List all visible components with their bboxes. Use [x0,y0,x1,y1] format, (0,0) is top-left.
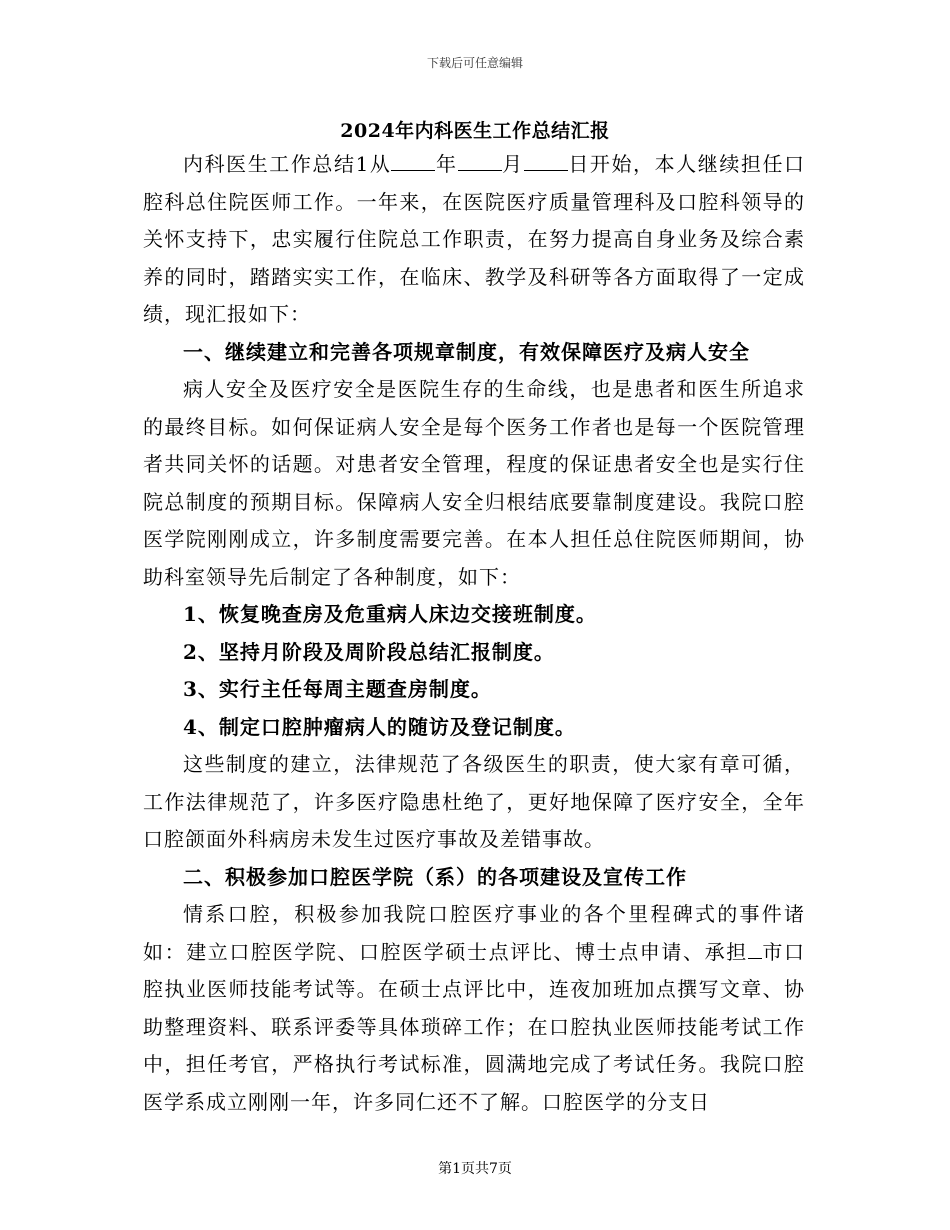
section2-text-2: 市口腔执业医师技能考试等。在硕士点评比中，连夜加班加点撰写文章、协助整理资料、联系评委等具体琐碎工作；在口腔执业医师技能考试工作中，担任考官，严格执行考试标准，圆满地完成了考试任务。我院口腔医学系成立刚刚一年，许多同仁还不了解。口腔医学的分支日 [143,939,806,1114]
intro-text-4: 日开始，本人继续担任口腔科总住院医师工作。一年来，在医院医疗质量管理科及口腔科领导的关怀支持下，忠实履行住院总工作职责，在努力提高自身业务及综合素养的同时，踏踏实实工作，在临床、教学及科研等各方面取得了一定成绩，现汇报如下： [143,152,806,326]
section1-paragraph-1: 病人安全及医疗安全是医院生存的生命线，也是患者和医生所追求的最终目标。如何保证病人安全是每个医务工作者也是每一个医院管理者共同关怀的话题。对患者安全管理，程度的保证患者安全也是实行住院总制度的预期目标。保障病人安全归根结底要靠制度建设。我院口腔医学院刚刚成立，许多制度需要完善。在本人担任总住院医师期间，协助科室领导先后制定了各种制度，如下： [143,377,805,589]
header-note: 下载后可任意编辑 [426,56,523,70]
blank-year [391,152,435,171]
document-title: 2024年内科医生工作总结汇报 [340,120,610,142]
blank-city [748,940,762,959]
blank-day [524,152,568,171]
intro-text-2: 年 [435,152,458,176]
section1-item-3: 3、实行主任每周主题查房制度。 [183,677,492,701]
intro-text-3: 月 [501,152,524,176]
page-footer: 第1页共7页 [438,1161,512,1177]
section2-heading: 二、积极参加口腔医学院（系）的各项建设及宣传工作 [183,864,687,889]
section1-item-4: 4、制定口腔肿瘤病人的随访及登记制度。 [183,714,576,739]
section1-item-2: 2、坚持月阶段及周阶段总结汇报制度。 [183,639,555,664]
document-body [143,146,805,1121]
section1-paragraph-2: 这些制度的建立，法律规范了各级医生的职责，使大家有章可循，工作法律规范了，许多医疗隐患杜绝了，更好地保障了医疗安全，全年口腔颌面外科病房未发生过医疗事故及差错事故。 [143,752,805,851]
intro-paragraph [143,146,805,334]
section2-paragraph-1 [143,896,805,1121]
intro-text-1: 内科医生工作总结1从 [183,152,392,176]
section2-text-1: 情系口腔，积极参加我院口腔医疗事业的各个里程碑式的事件诸如：建立口腔医学院、口腔医学硕士点评比、博士点申请、承担 [143,902,805,964]
blank-month [458,152,502,171]
section1-heading: 一、继续建立和完善各项规章制度，有效保障医疗及病人安全 [183,339,750,364]
section1-item-1: 1、恢复晚查房及危重病人床边交接班制度。 [183,602,597,626]
